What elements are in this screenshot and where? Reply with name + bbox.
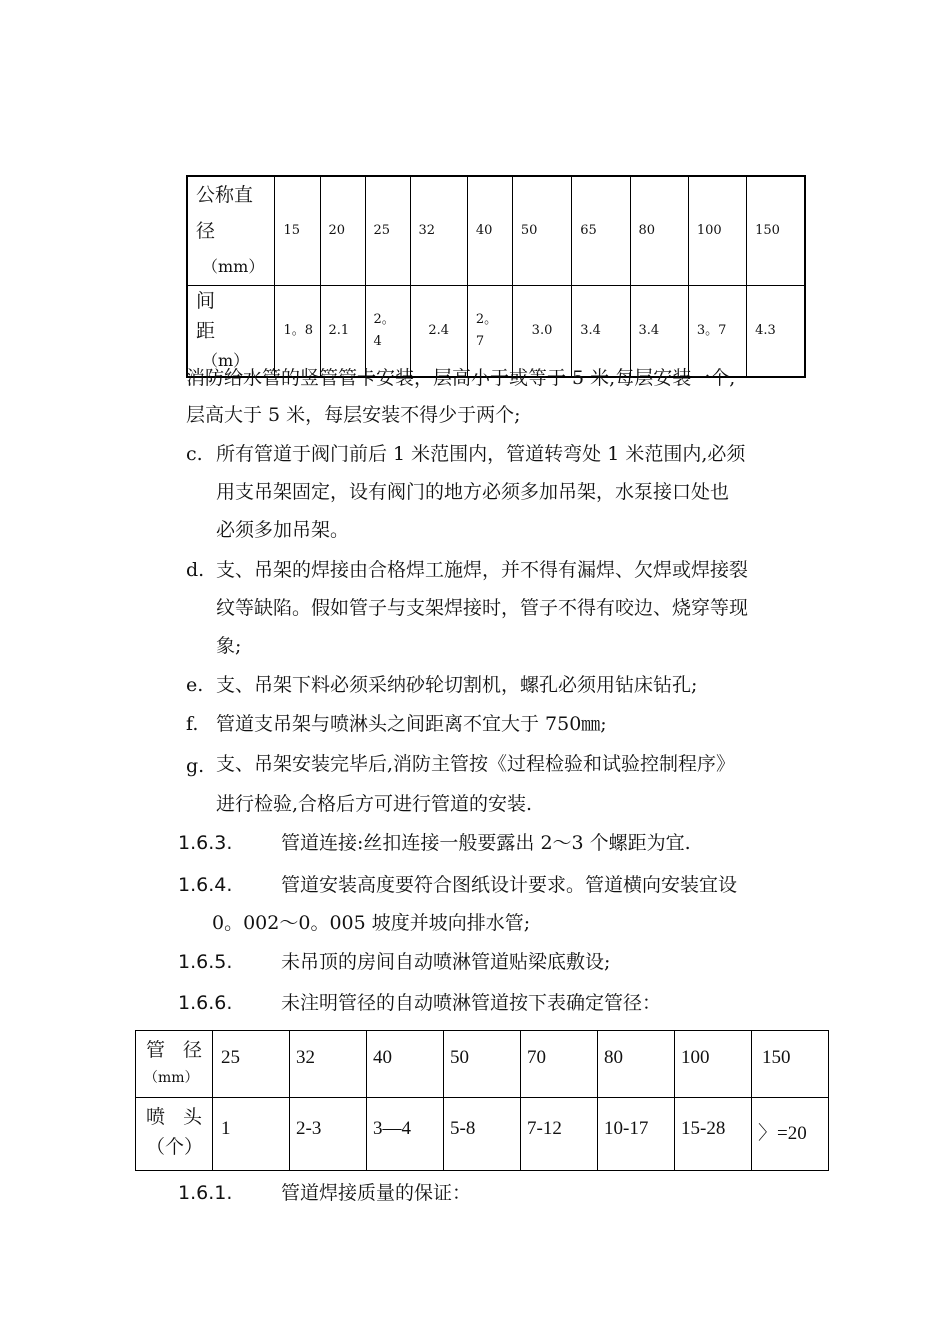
- table-cell: 20: [320, 176, 365, 286]
- table-cell: 25: [213, 1031, 290, 1098]
- list-item-line: 所有管道于阀门前后 1 米范围内，管道转弯处 1 米范围内,必须: [216, 443, 746, 465]
- table-cell: 2。7: [467, 286, 512, 378]
- table-cell: 50: [444, 1031, 521, 1098]
- table-cell: 4.3: [747, 286, 805, 378]
- table-cell: 32: [410, 176, 467, 286]
- table-cell: 80: [630, 176, 688, 286]
- list-item-line: 进行检验,合格后方可进行管道的安装.: [216, 793, 533, 815]
- table-cell: 2。4: [365, 286, 410, 378]
- table-cell: 80: [598, 1031, 675, 1098]
- table-cell: 3.4: [630, 286, 688, 378]
- section-number: 1.6.1.: [178, 1182, 233, 1204]
- table-row: [136, 1098, 829, 1171]
- list-item-line: 管道支吊架与喷淋头之间距离不宜大于 750㎜;: [216, 713, 607, 735]
- section-text: 未注明管径的自动喷淋管道按下表确定管径：: [281, 992, 662, 1014]
- table-cell: 100: [675, 1031, 752, 1098]
- table-cell: 5-8: [444, 1098, 521, 1171]
- header-cell: [187, 176, 275, 286]
- list-marker: g.: [186, 755, 205, 777]
- table-cell: 40: [367, 1031, 444, 1098]
- table-cell: 15: [275, 176, 320, 286]
- table-cell: 40: [467, 176, 512, 286]
- table-cell: 3—4: [367, 1098, 444, 1171]
- section-text-continued: 0。002～0。005 坡度并坡向排水管;: [212, 912, 531, 934]
- table-cell: 3.0: [512, 286, 571, 378]
- list-item-line: 必须多加吊架。: [216, 519, 350, 541]
- table-cell: 32: [290, 1031, 367, 1098]
- table-cell: 7-12: [521, 1098, 598, 1171]
- header-line: 管 径: [146, 1039, 209, 1061]
- header-line: 径: [196, 220, 216, 242]
- table-cell: 150: [747, 176, 805, 286]
- table-cell: 15-28: [675, 1098, 752, 1171]
- table-cell: 150: [752, 1031, 829, 1098]
- table-cell: 〉=20: [752, 1098, 829, 1171]
- pipe-spacing-table: [186, 175, 806, 378]
- table-cell: 65: [572, 176, 630, 286]
- table-cell: 1: [213, 1098, 290, 1171]
- list-item-line: 象;: [216, 635, 242, 657]
- table-cell: 100: [688, 176, 746, 286]
- header-unit: （mm）: [144, 1070, 199, 1086]
- section-number: 1.6.3.: [178, 832, 233, 854]
- table-cell: 50: [512, 176, 571, 286]
- list-marker: d.: [186, 559, 205, 581]
- table-row: [187, 176, 805, 286]
- table-cell: 2.4: [410, 286, 467, 378]
- table-cell: 3.4: [572, 286, 630, 378]
- section-number: 1.6.5.: [178, 951, 233, 973]
- header-line: 喷 头: [146, 1106, 209, 1128]
- table-cell: 2.1: [320, 286, 365, 378]
- section-text: 管道安装高度要符合图纸设计要求。管道横向安装宜设: [281, 874, 738, 896]
- list-marker: f.: [186, 713, 199, 735]
- table-cell: 2-3: [290, 1098, 367, 1171]
- table-cell: 70: [521, 1031, 598, 1098]
- header-unit: （个）: [146, 1136, 204, 1158]
- table-row: [136, 1031, 829, 1098]
- header-unit: （m）: [202, 351, 250, 370]
- table-cell: 3。7: [688, 286, 746, 378]
- header-cell: [136, 1031, 213, 1098]
- section-text: 未吊顶的房间自动喷淋管道贴梁底敷设;: [281, 951, 611, 973]
- paragraph-line: 消防给水管的竖管管卡安装，层高小于或等于 5 米,每层安装一个,: [186, 367, 736, 389]
- list-marker: e.: [186, 674, 204, 696]
- header-line: 公称直: [196, 184, 254, 206]
- header-cell: [136, 1098, 213, 1171]
- section-number: 1.6.6.: [178, 992, 233, 1014]
- table-cell: 10-17: [598, 1098, 675, 1171]
- header-line: 间距: [196, 290, 244, 342]
- table-cell: 25: [365, 176, 410, 286]
- list-marker: c.: [186, 443, 203, 465]
- section-text: 管道焊接质量的保证：: [281, 1182, 472, 1204]
- list-item-line: 支、吊架下料必须采纳砂轮切割机，螺孔必须用钻床钻孔;: [216, 674, 698, 696]
- list-item-line: 支、吊架安装完毕后,消防主管按《过程检验和试验控制程序》: [216, 753, 736, 775]
- section-text: 管道连接:丝扣连接一般要露出 2～3 个螺距为宜.: [281, 832, 691, 854]
- section-number: 1.6.4.: [178, 874, 233, 896]
- paragraph-line: 层高大于 5 米，每层安装不得少于两个;: [186, 404, 521, 426]
- list-item-line: 纹等缺陷。假如管子与支架焊接时，管子不得有咬边、烧穿等现: [216, 597, 749, 619]
- sprinkler-pipe-size-table: [135, 1030, 829, 1171]
- header-unit: （mm）: [202, 257, 265, 276]
- table-cell: 1。8: [275, 286, 320, 378]
- list-item-line: 用支吊架固定，设有阀门的地方必须多加吊架，水泵接口处也: [216, 481, 730, 503]
- list-item-line: 支、吊架的焊接由合格焊工施焊，并不得有漏焊、欠焊或焊接裂: [216, 559, 749, 581]
